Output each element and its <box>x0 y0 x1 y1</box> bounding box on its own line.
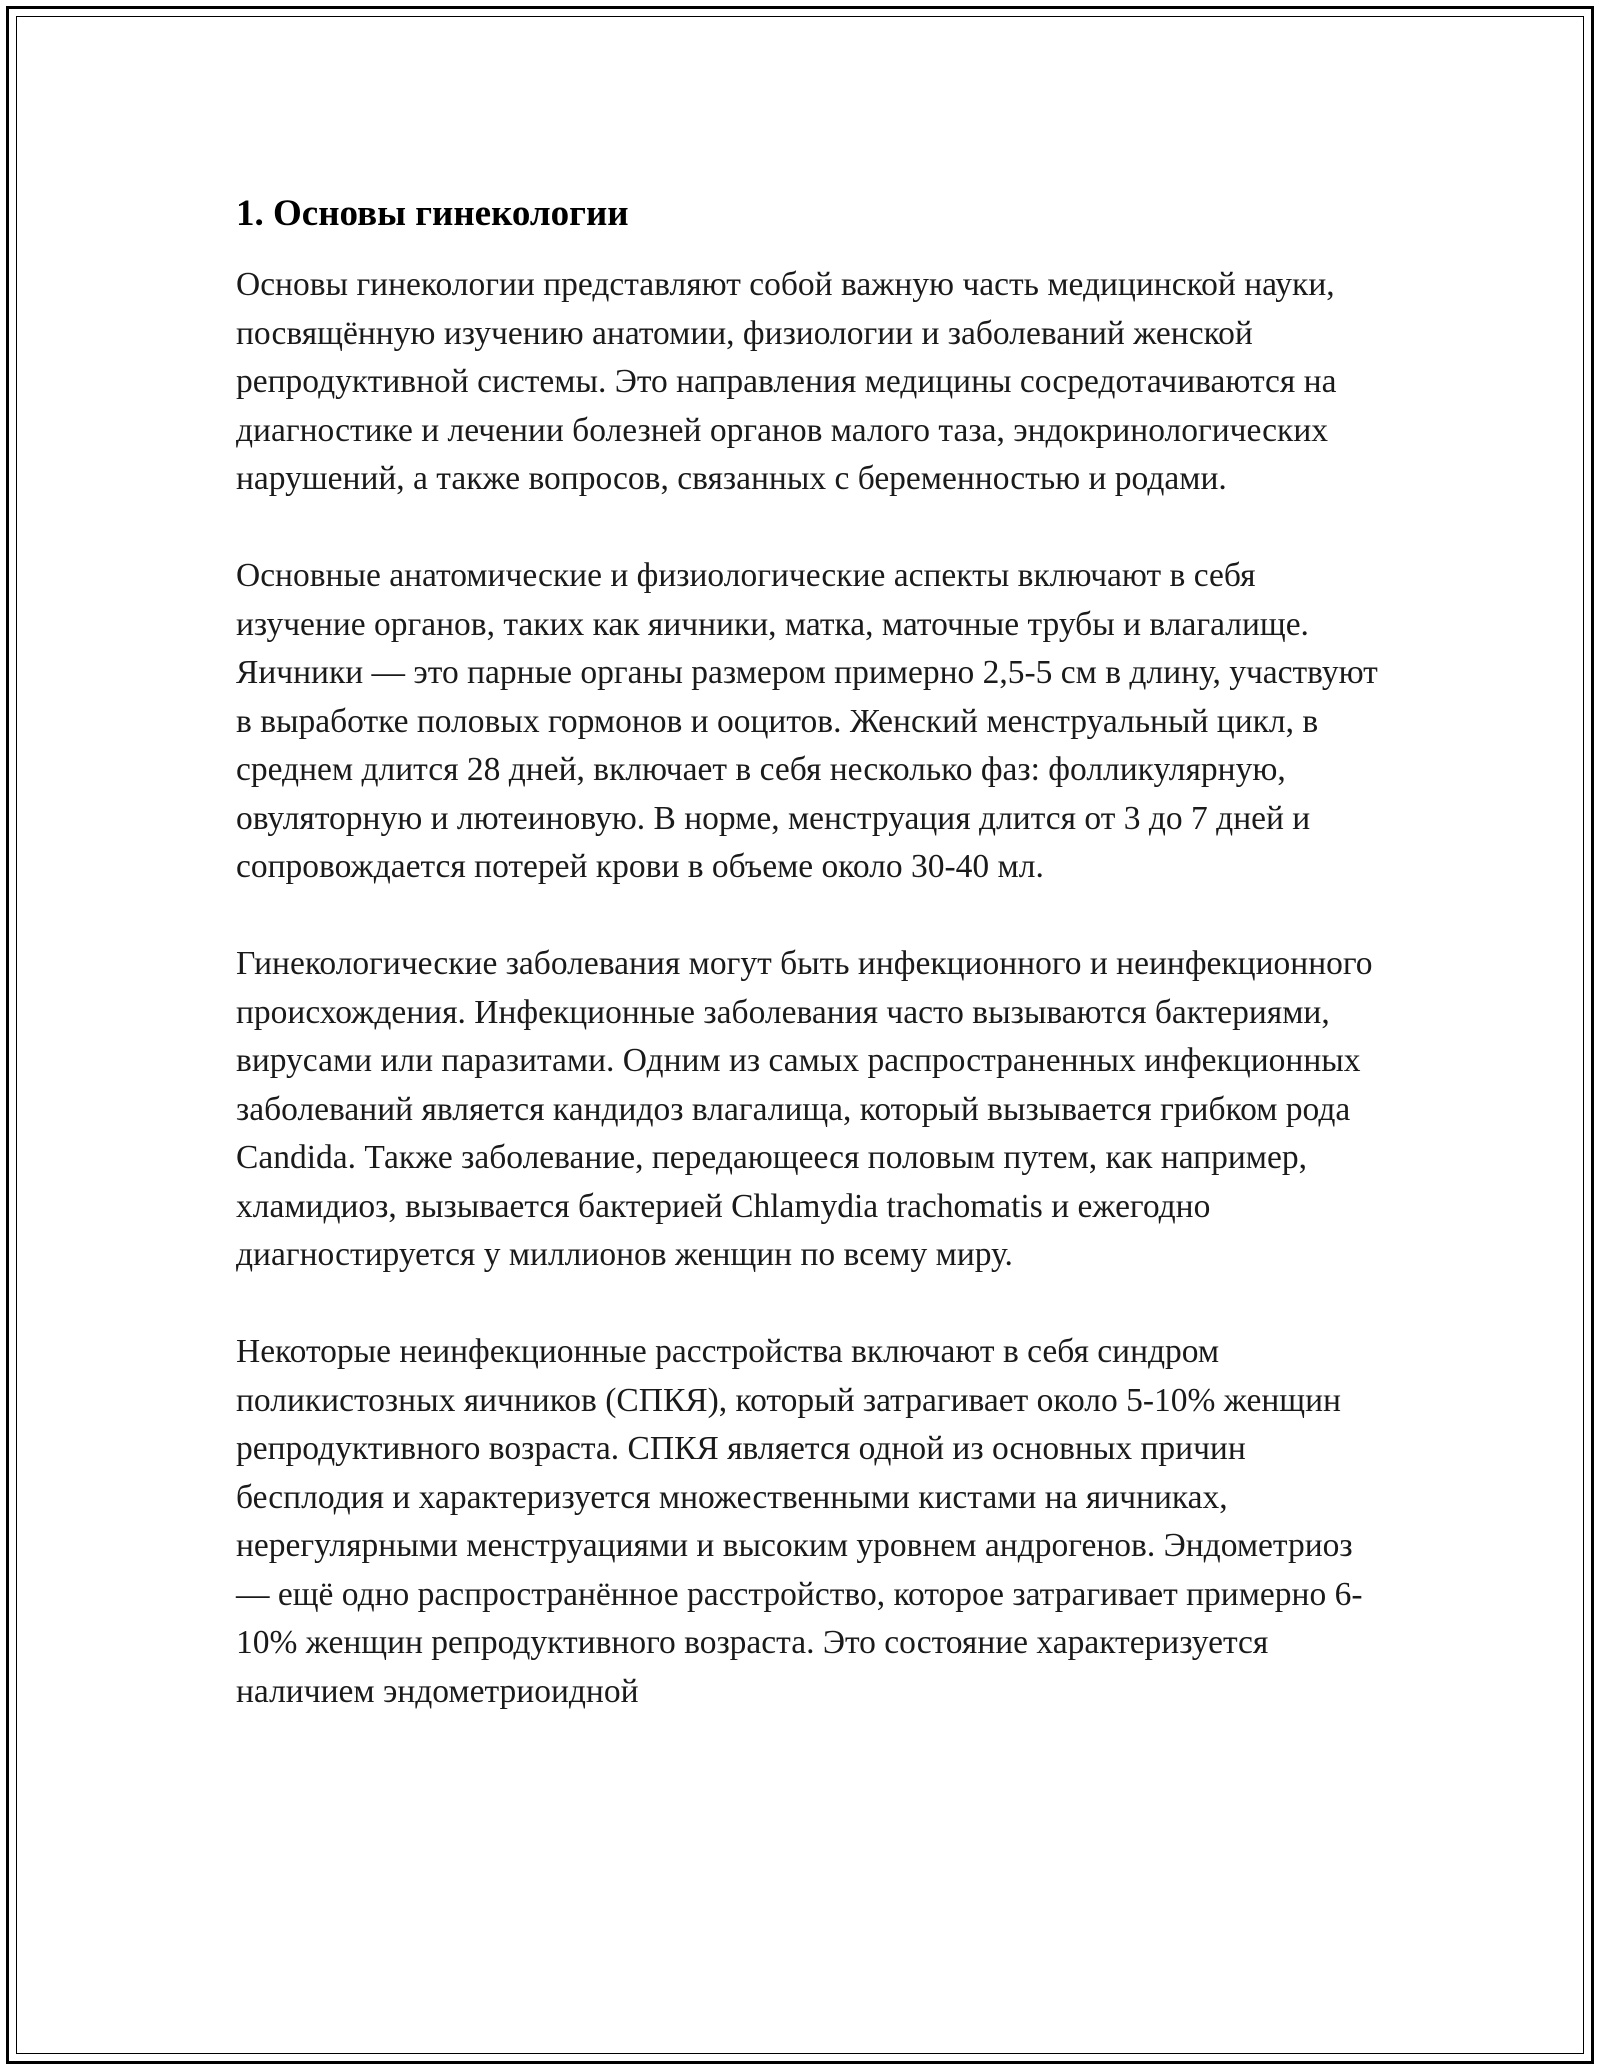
section-heading: 1. Основы гинекологии <box>236 193 629 234</box>
document-body <box>236 180 1386 1716</box>
paragraph-noninfectious: Некоторые неинфекционные расстройства включают в себя синдром поликистозных яичников (СПКЯ), который затрагивает около 5-10% женщин репродуктивного возраста. СПКЯ является одной из основных причин бесплодия и характеризуется множественными кистами на яичниках, нерегулярными менструациями и высоким уровнем андрогенов. Эндометриоз — ещё одно распространённое расстройство, которое затрагивает примерно 6-10% женщин репродуктивного возраста. Это состояние характеризуется наличием эндометриоидной <box>236 1333 1363 1710</box>
paragraph-anatomy: Основные анатомические и физиологические аспекты включают в себя изучение органов, таких как яичники, матка, маточные трубы и влагалище. Яичники — это парные органы размером примерно 2,5-5 см в длину, участвуют в выработке половых гормонов и ооцитов. Женский менструальный цикл, в среднем длится 28 дней, включает в себя несколько фаз: фолликулярную, овуляторную и лютеиновую. В норме, менструация длится от 3 до 7 дней и сопровождается потерей крови в объеме около 30-40 мл. <box>236 557 1378 886</box>
paragraph-intro: Основы гинекологии представляют собой важную часть медицинской науки, посвящённую изучению анатомии, физиологии и заболеваний женской репродуктивной системы. Это направления медицины сосредотачиваются на диагностике и лечении болезней органов малого таза, эндокринологических нарушений, а также вопросов, связанных с беременностью и родами. <box>236 266 1337 498</box>
paragraph-infections: Гинекологические заболевания могут быть инфекционного и неинфекционного происхождения. Инфекционные заболевания часто вызываются бактериями, вирусами или паразитами. Одним из самых распространенных инфекционных заболеваний является кандидоз влагалища, который вызывается грибком рода Candida. Также заболевание, передающееся половым путем, как например, хламидиоз, вызывается бактерией Chlamydia trachomatis и ежегодно диагностируется у миллионов женщин по всему миру. <box>236 945 1373 1274</box>
